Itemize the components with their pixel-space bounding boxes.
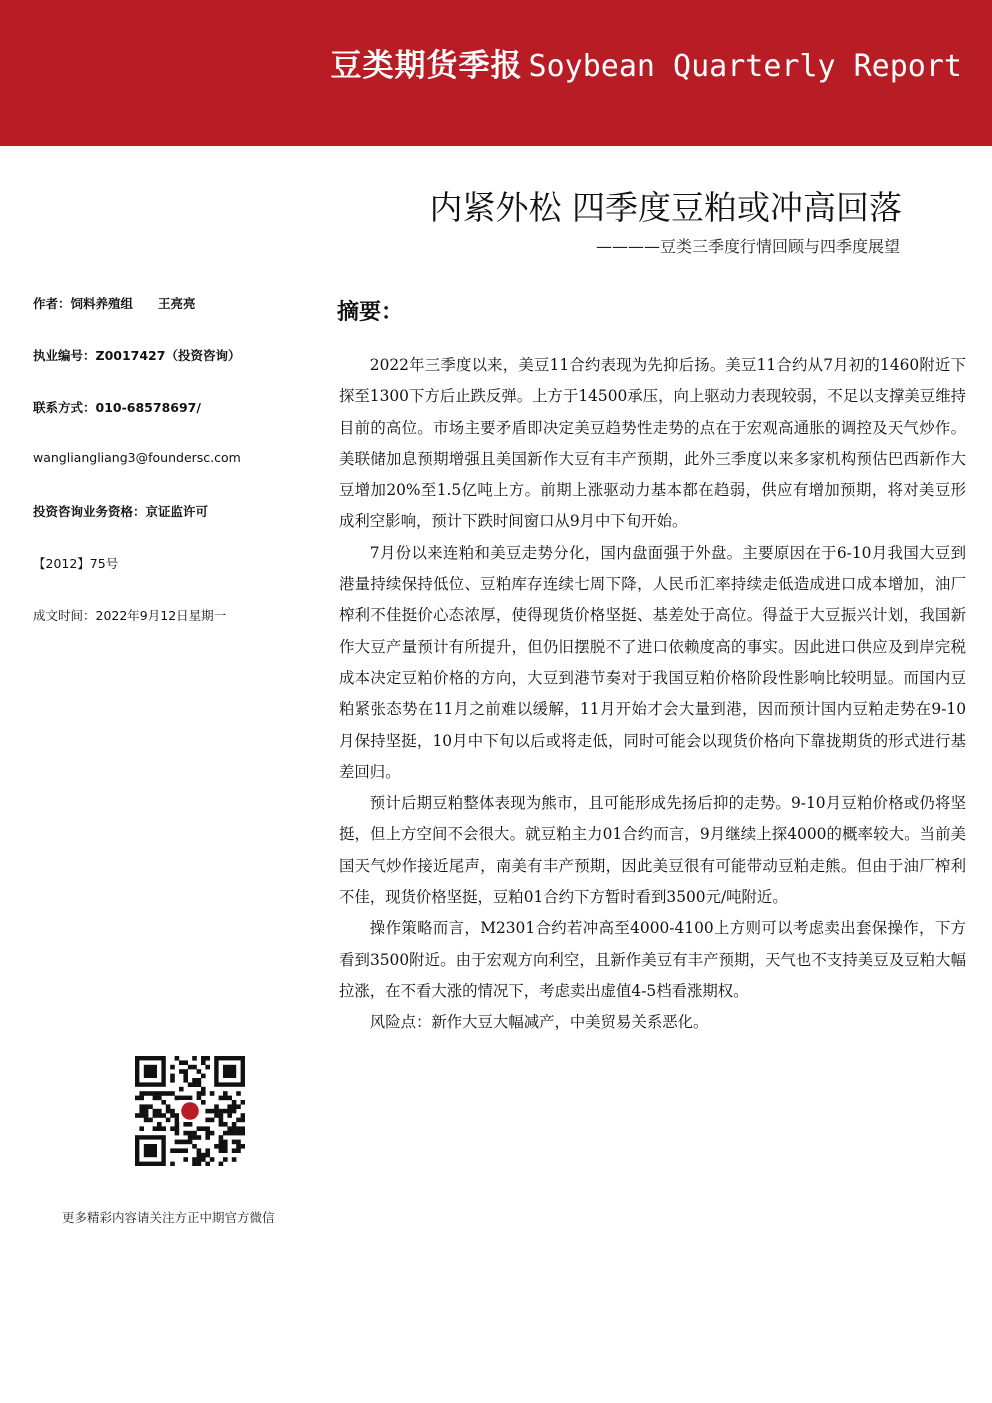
summary-paragraph: 风险点：新作大豆大幅减产，中美贸易关系恶化。 <box>369 1013 709 1032</box>
report-banner <box>0 0 992 146</box>
qualification-number-line: 【2012】75号 <box>33 556 119 571</box>
email-line[interactable]: wangliangliang3@foundersc.com <box>33 450 241 465</box>
summary-paragraph: 操作策略而言，M2301合约若冲高至4000-4100上方则可以考虑卖出套保操作，下方看到3500附近。由于宏观方向利空，且新作美豆有丰产预期，天气也不支持美豆及豆粕大幅拉涨，在不看大涨的情况下，考虑卖出虚值4-5档看涨期权。 <box>339 919 966 1000</box>
date-line: 成文时间：2022年9月12日星期一 <box>33 608 227 623</box>
report-subtitle: ————豆类三季度行情回顾与四季度展望 <box>595 237 900 256</box>
qr-caption: 更多精彩内容请关注方正中期官方微信 <box>62 1210 275 1225</box>
wechat-qr-code-icon[interactable] <box>135 1056 245 1166</box>
summary-paragraph: 预计后期豆粕整体表现为熊市，且可能形成先扬后抑的走势。9-10月豆粕价格或仍将坚挺，但上方空间不会很大。就豆粕主力01合约而言，9月继续上探4000的概率较大。当前美国天气炒作接近尾声，南美有丰产预期，因此美豆很有可能带动豆粕走熊。但由于油厂榨利不佳，现货价格坚挺，豆粕01合约下方暂时看到3500元/吨附近。 <box>339 794 966 907</box>
summary-heading: 摘要： <box>337 300 404 325</box>
qualification-line: 投资咨询业务资格：京证监许可 <box>33 504 209 519</box>
banner-title <box>331 46 962 87</box>
license-number-line: 执业编号：Z0017427（投资咨询） <box>33 348 241 363</box>
contact-line: 联系方式：010-68578697/ <box>33 400 201 415</box>
banner-title-en: Soybean Quarterly Report <box>528 49 962 84</box>
report-title: 内紧外松 四季度豆粕或冲高回落 <box>429 188 902 227</box>
banner-title-cn: 豆类期货季报 <box>330 48 523 84</box>
summary-body <box>339 350 966 1039</box>
author-line: 作者：饲料养殖组 王亮亮 <box>33 296 196 311</box>
qr-code-graphic <box>135 1056 245 1166</box>
summary-paragraph: 7月份以来连粕和美豆走势分化，国内盘面强于外盘。主要原因在于6-10月我国大豆到港量持续保持低位、豆粕库存连续七周下降，人民币汇率持续走低造成进口成本增加，油厂榨利不佳挺价心态浓厚，使得现货价格坚挺、基差处于高位。得益于大豆振兴计划，我国新作大豆产量预计有所提升，但仍旧摆脱不了进口依赖度高的事实。因此进口供应及到岸完税成本决定豆粕价格的方向，大豆到港节奏对于我国豆粕价格阶段性影响比较明显。而国内豆粕紧张态势在11月之前难以缓解，11月开始才会大量到港，因而预计国内豆粕走势在9-10月保持坚挺，10月中下旬以后或将走低，同时可能会以现货价格向下靠拢期货的形式进行基差回归。 <box>339 543 966 781</box>
summary-paragraph: 2022年三季度以来，美豆11合约表现为先抑后扬。美豆11合约从7月初的1460附近下探至1300下方后止跌反弹。上方于14500承压，向上驱动力表现较弱，不足以支撑美豆维持目前的高位。市场主要矛盾即决定美豆趋势性走势的点在于宏观高通胀的调控及天气炒作。美联储加息预期增强且美国新作大豆有丰产预期，此外三季度以来多家机构预估巴西新作大豆增加20%至1.5亿吨上方。前期上涨驱动力基本都在趋弱，供应有增加预期，将对美豆形成利空影响，预计下跌时间窗口从9月中下旬开始。 <box>339 356 966 531</box>
